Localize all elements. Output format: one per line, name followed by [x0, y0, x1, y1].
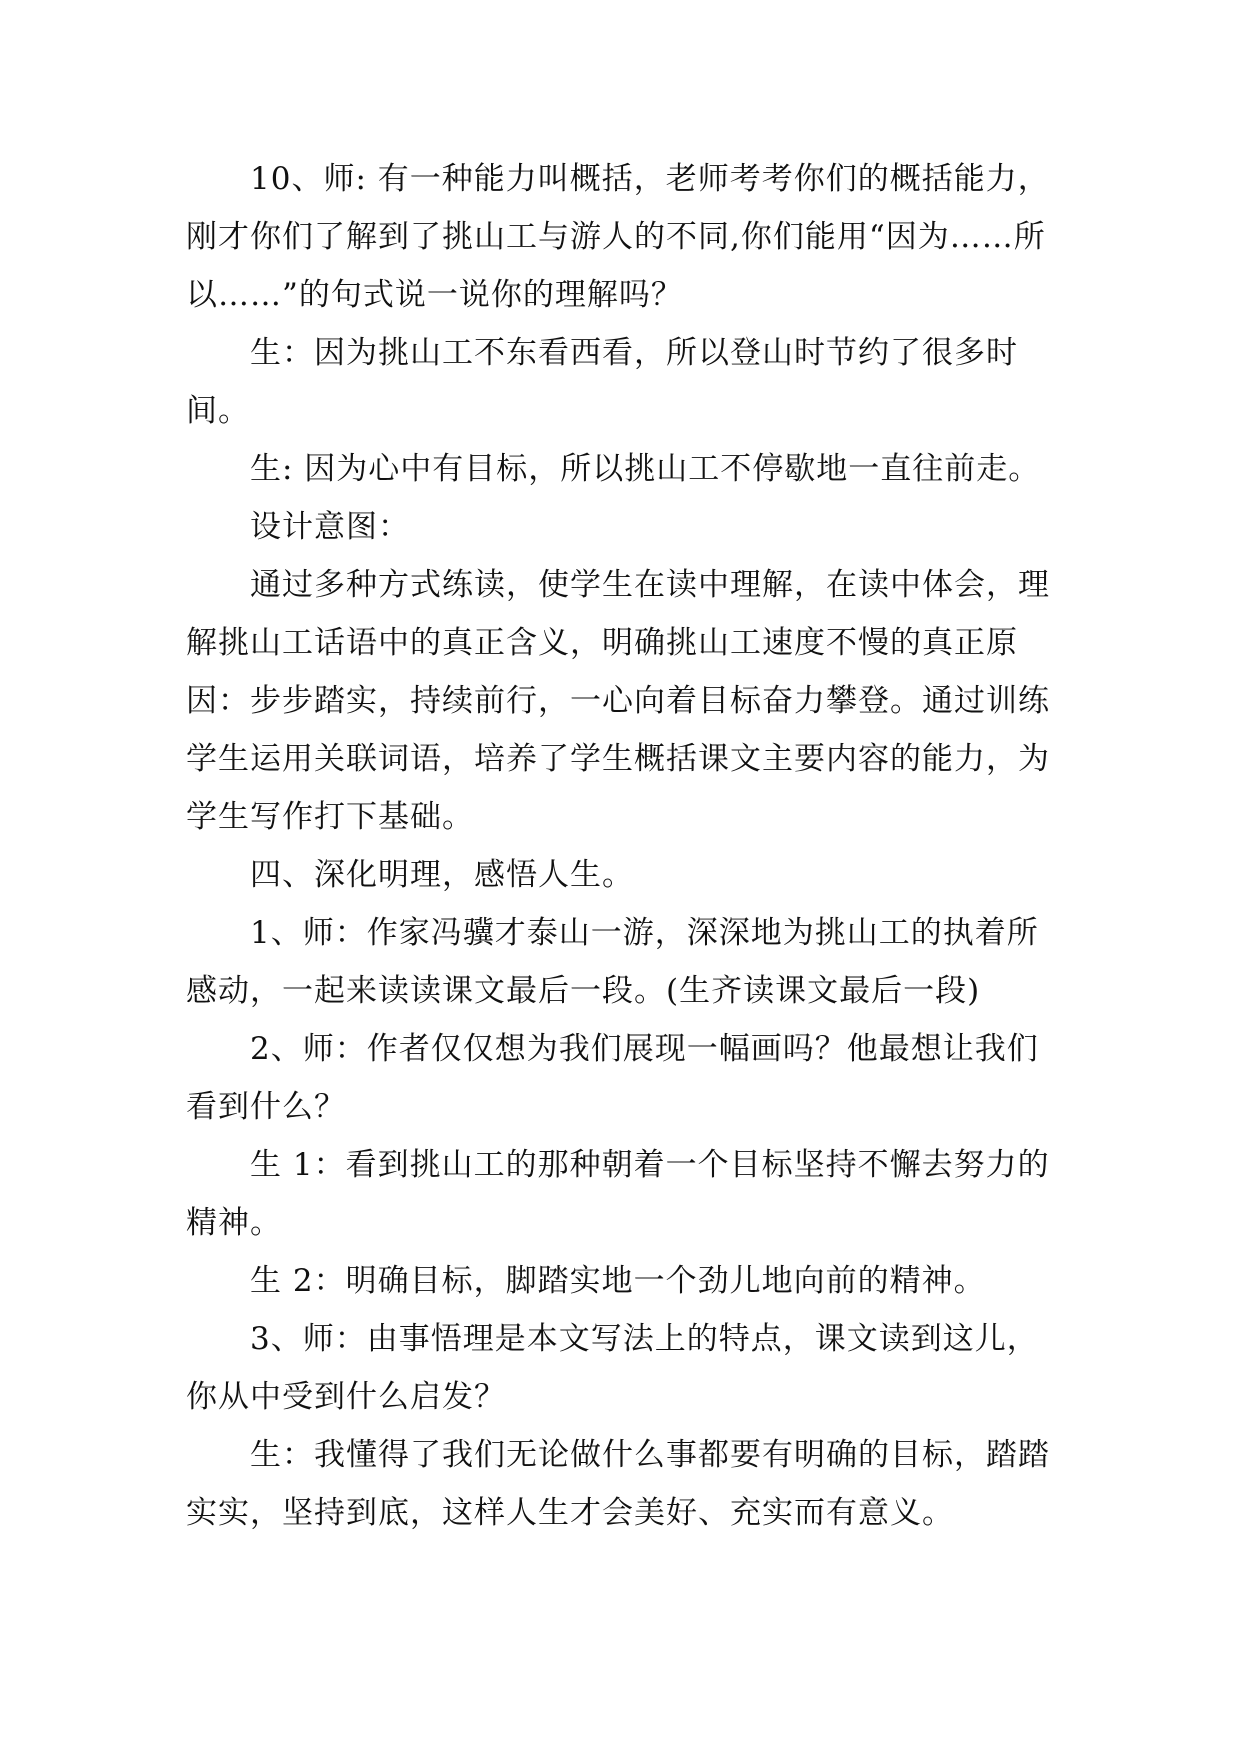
paragraph-12: 生：我懂得了我们无论做什么事都要有明确的目标，踏踏实实，坚持到底，这样人生才会美好、充实而有意义。: [186, 1437, 1050, 1531]
paragraph-4: 设计意图：: [250, 509, 410, 545]
paragraph-6: 四、深化明理，感悟人生。: [250, 857, 634, 893]
paragraph-1: 10、师: 有一种能力叫概括，老师考考你们的概括能力，刚才你们了解到了挑山工与游人的不同,你们能用“因为……所以……”的句式说一说你的理解吗？: [186, 161, 1050, 313]
paragraph-10: 生 2：明确目标，脚踏实地一个劲儿地向前的精神。: [250, 1263, 986, 1299]
paragraph-9: 生 1：看到挑山工的那种朝着一个目标坚持不懈去努力的精神。: [186, 1147, 1050, 1241]
document-body: [186, 150, 1056, 1542]
paragraph-3: 生: 因为心中有目标，所以挑山工不停歇地一直往前走。: [250, 451, 1041, 487]
paragraph-8: 2、师：作者仅仅想为我们展现一幅画吗？他最想让我们看到什么？: [186, 1031, 1039, 1125]
paragraph-5: 通过多种方式练读，使学生在读中理解，在读中体会，理解挑山工话语中的真正含义，明确挑山工速度不慢的真正原因：步步踏实，持续前行，一心向着目标奋力攀登。通过训练学生运用关联词语，培养了学生概括课文主要内容的能力，为学生写作打下基础。: [186, 567, 1050, 835]
paragraph-2: 生：因为挑山工不东看西看，所以登山时节约了很多时间。: [186, 335, 1018, 429]
paragraph-7: 1、师：作家冯骥才泰山一游，深深地为挑山工的执着所感动，一起来读读课文最后一段。(生齐读课文最后一段): [186, 915, 1039, 1009]
paragraph-11: 3、师：由事悟理是本文写法上的特点，课文读到这儿，你从中受到什么启发？: [186, 1321, 1039, 1415]
